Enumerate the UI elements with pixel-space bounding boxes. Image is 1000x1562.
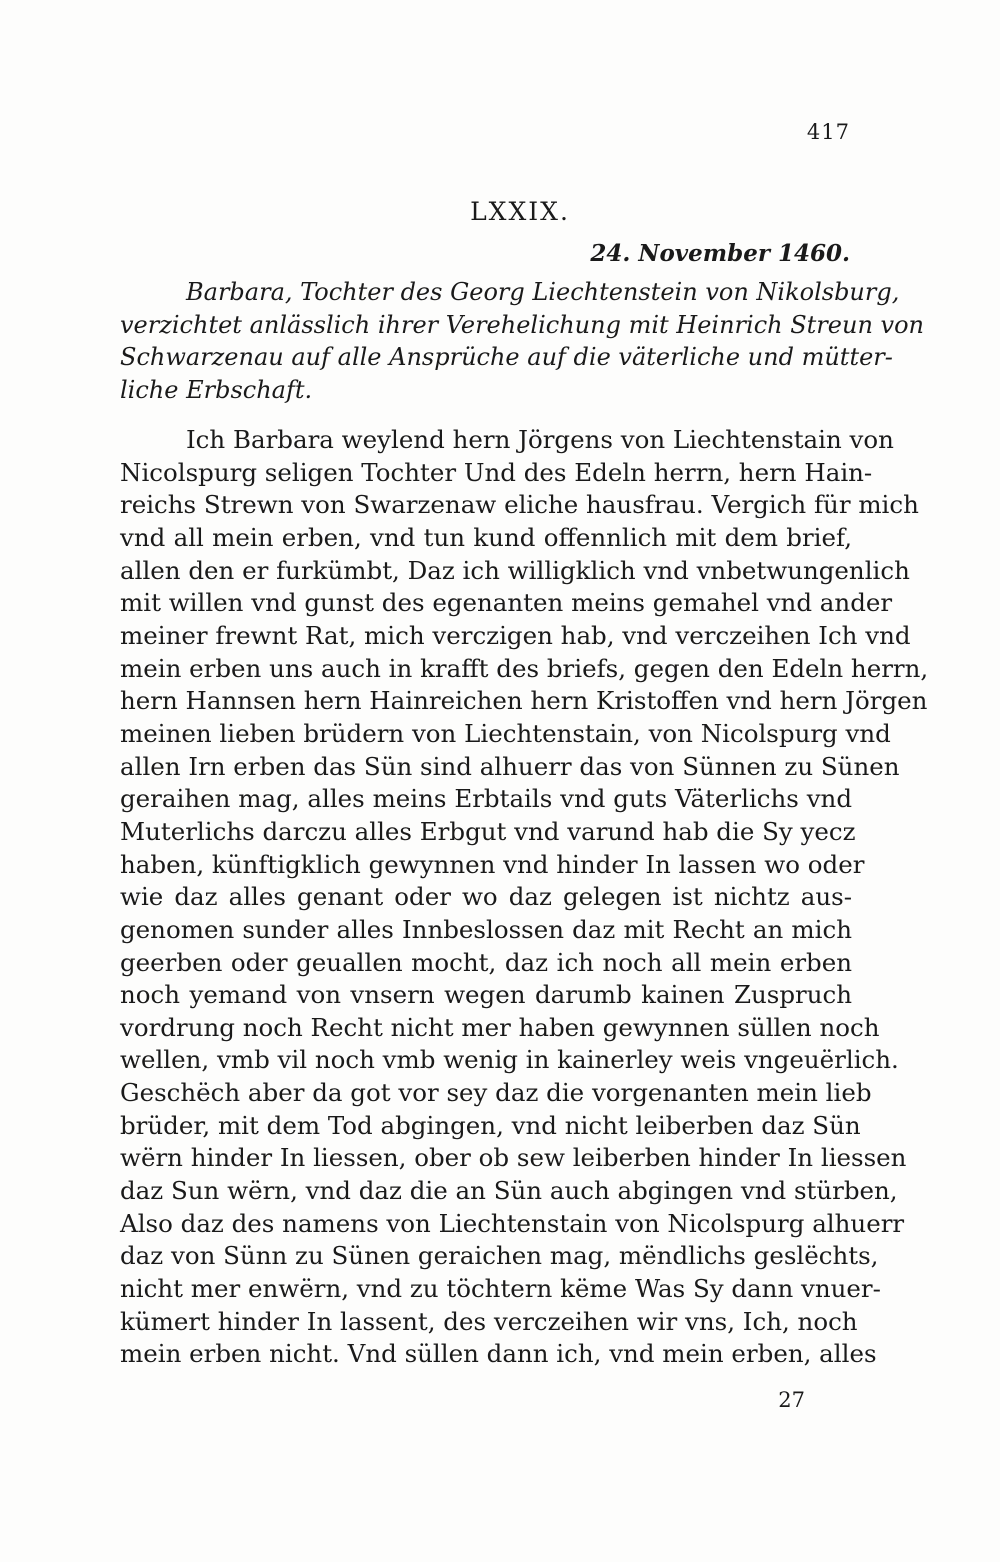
document-date: 24. November 1460. (590, 240, 850, 267)
document-number: LXXIX. (470, 197, 570, 226)
body-line: allen den er furkümbt, Daz ich willigklich vnd vnbetwungenlich (120, 555, 910, 585)
body-line: geraihen mag, alles meins Erbtails vnd guts Väterlichs vnd (120, 784, 852, 814)
body-line: mit willen vnd gunst des egenanten meins gemahel vnd ander (120, 588, 893, 618)
body-line: daz Sun wërn, vnd daz die an Sün auch abgingen vnd stürben, (120, 1176, 898, 1206)
body-line: genomen sunder alles Innbeslossen daz mit Recht an mich (120, 914, 852, 944)
body-line: wërn hinder In liessen, ober ob sew leiberben hinder In liessen (120, 1143, 907, 1173)
body-line: haben, künftigklich gewynnen vnd hinder In lassen wo oder (120, 849, 865, 879)
body-line: allen Irn erben das Sün sind alhuerr das von Sünnen zu Sünen (120, 751, 900, 781)
summary-line: verzichtet anlässlich ihrer Verehelichung mit Heinrich Streun von (120, 310, 924, 339)
body-line: Geschëch aber da got vor sey daz die vorgenanten mein lieb (120, 1078, 872, 1108)
document-summary (120, 276, 924, 407)
body-line: kümert hinder In lassent, des verczeihen wir vns, Ich, noch (120, 1306, 858, 1336)
body-line: noch yemand von vnsern wegen darumb kainen Zuspruch (120, 980, 852, 1010)
summary-line: liche Erbschaft. (120, 376, 313, 405)
body-line: mein erben nicht. Vnd süllen dann ich, vnd mein erben, alles (120, 1339, 877, 1369)
body-line: geerben oder geuallen mocht, daz ich noch all mein erben (120, 947, 852, 977)
body-line: wellen, vmb vil noch vmb wenig in kainerley weis vngeuërlich. (120, 1045, 899, 1075)
body-line: mein erben uns auch in krafft des briefs, gegen den Edeln herrn, (120, 653, 929, 683)
body-line: Nicolspurg seligen Tochter Und des Edeln herrn, hern Hain- (120, 457, 873, 487)
body-line: vordrung noch Recht nicht mer haben gewynnen süllen noch (120, 1012, 880, 1042)
body-line: Muterlichs darczu alles Erbgut vnd varund hab die Sy yecz (120, 816, 856, 846)
body-line: nicht mer enwërn, vnd zu töchtern këme Was Sy dann vnuer- (120, 1274, 881, 1304)
body-line: hern Hannsen hern Hainreichen hern Kristoffen vnd hern Jörgen (120, 686, 928, 716)
body-line: reichs Strewn von Swarzenaw eliche hausfrau. Vergich für mich (120, 490, 919, 520)
body-line: wie daz alles genant oder wo daz gelegen ist nichtz aus- (120, 882, 852, 912)
summary-line: Barbara, Tochter des Georg Liechtenstein von Nikolsburg, (186, 278, 900, 306)
body-line: Also daz des namens von Liechtenstain von Nicolspurg alhuerr (120, 1208, 905, 1238)
document-body (120, 424, 929, 1371)
summary-line: Schwarzenau auf alle Ansprüche auf die väterliche und mütter- (120, 343, 893, 372)
signature-mark: 27 (778, 1388, 805, 1412)
body-line: daz von Sünn zu Sünen geraichen mag, mëndlichs geslëchts, (120, 1241, 879, 1271)
body-line: Ich Barbara weylend hern Jörgens von Liechtenstain von (186, 425, 894, 454)
body-line: vnd all mein erben, vnd tun kund offennlich mit dem brief, (120, 522, 852, 552)
page-number: 417 (806, 120, 850, 144)
body-line: meiner frewnt Rat, mich verczigen hab, vnd verczeihen Ich vnd (120, 620, 911, 650)
body-line: meinen lieben brüdern von Liechtenstain, von Nicolspurg vnd (120, 718, 891, 748)
body-line: brüder, mit dem Tod abgingen, vnd nicht leiberben daz Sün (120, 1110, 861, 1140)
